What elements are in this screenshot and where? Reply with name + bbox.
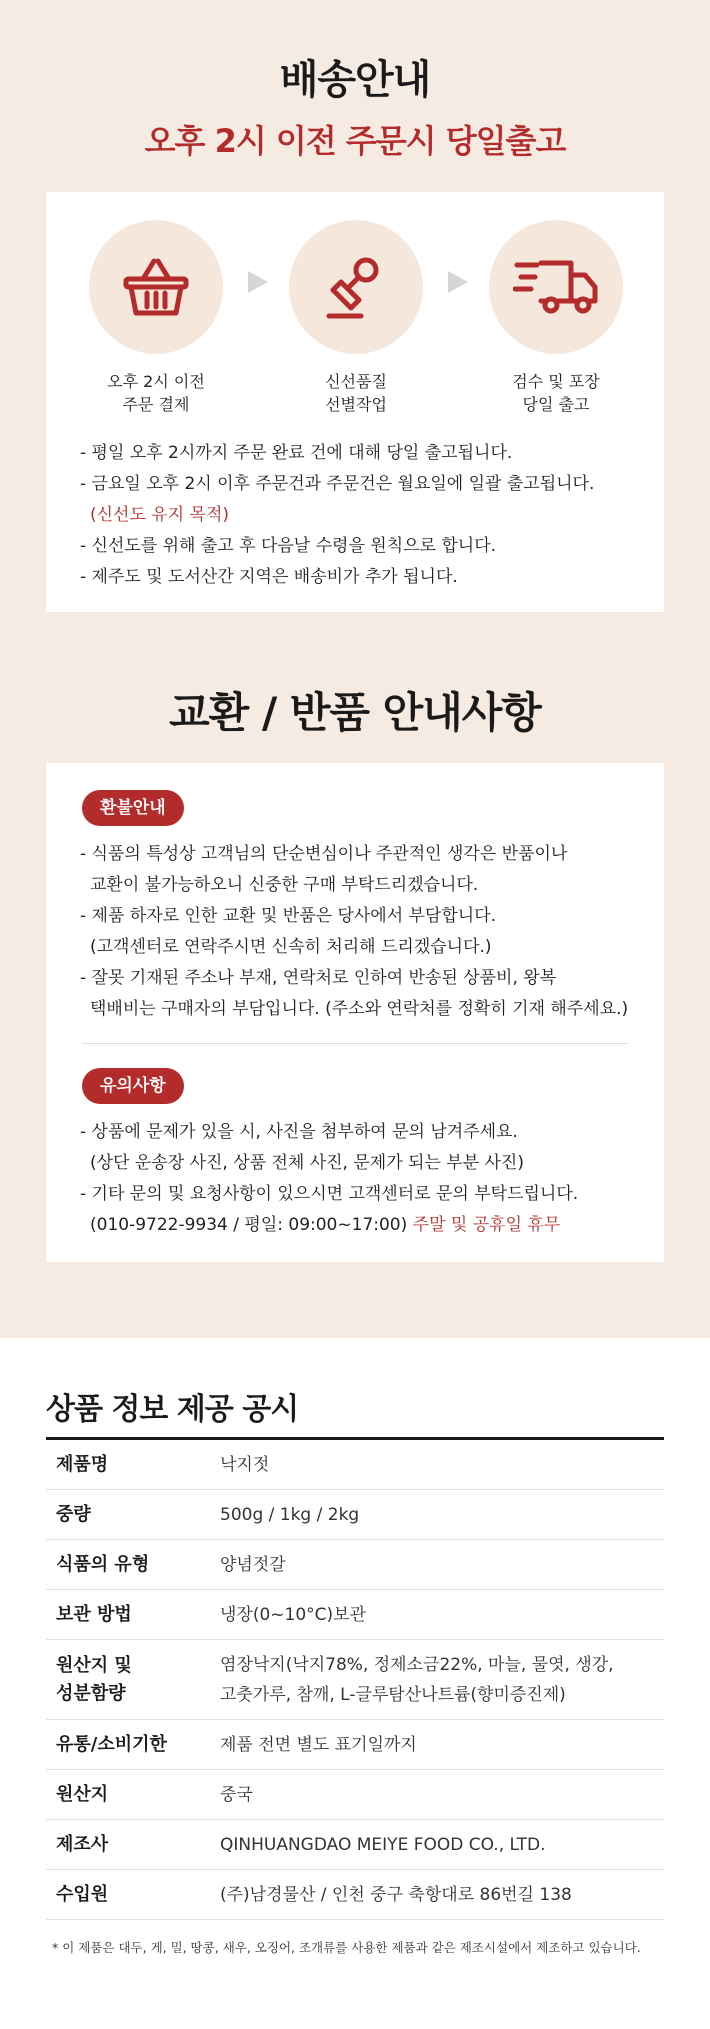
row-key: 유통/소비기한 — [56, 1733, 167, 1755]
table-row — [46, 1590, 664, 1640]
row-key: 보관 방법 — [56, 1603, 132, 1625]
row-key: 원산지 — [56, 1783, 109, 1805]
table-row — [46, 1640, 664, 1720]
row-key: 중량 — [56, 1503, 91, 1525]
table-row — [46, 1490, 664, 1540]
note-line-highlight: (신선도 유지 목적) — [90, 505, 230, 525]
table-row — [46, 1870, 664, 1920]
holiday-notice: 주말 및 공휴일 휴무 — [412, 1215, 561, 1235]
row-key: 원산지 및 성분함량 — [56, 1654, 132, 1704]
shipping-subtitle: 오후 2시 이전 주문시 당일출고 — [144, 122, 566, 160]
note-line: - 제주도 및 도서산간 지역은 배송비가 추가 됩니다. — [80, 567, 458, 587]
notice-text — [80, 1117, 650, 1241]
exchange-card — [46, 763, 664, 1262]
exchange-title: 교환 / 반품 안내사항 — [169, 688, 541, 737]
note-line: - 금요일 오후 2시 이후 주문건과 주문건은 월요일에 일괄 출고됩니다. — [80, 474, 595, 494]
step-payment — [86, 220, 226, 416]
note-line: - 평일 오후 2시까지 주문 완료 건에 대해 당일 출고됩니다. — [80, 443, 513, 463]
row-key: 수입원 — [56, 1883, 109, 1905]
refund-line: - 제품 하자로 인한 교환 및 반품은 당사에서 부담합니다. — [80, 906, 497, 926]
table-row — [46, 1440, 664, 1490]
refund-line: 택배비는 구매자의 부담입니다. (주소와 연락처를 정확히 기재 해주세요.) — [90, 999, 629, 1019]
row-value: QINHUANGDAO MEIYE FOOD CO., LTD. — [220, 1834, 546, 1855]
step-sorting — [286, 220, 426, 416]
notice-line: - 기타 문의 및 요청사항이 있으시면 고객센터로 문의 부탁드립니다. — [80, 1184, 579, 1204]
notice-line: - 상품에 문제가 있을 시, 사진을 첨부하여 문의 남겨주세요. — [80, 1122, 518, 1142]
allergen-footnote: * 이 제품은 대두, 게, 밀, 땅콩, 새우, 오징어, 조개류를 사용한 제품과 같은 제조시설에서 제조하고 있습니다. — [52, 1940, 641, 1955]
row-value: 제품 전면 별도 표기일까지 — [220, 1734, 417, 1755]
row-value: (주)남경물산 / 인천 중구 축항대로 86번길 138 — [220, 1884, 572, 1905]
contact-info: (010-9722-9934 / 평일: 09:00~17:00) — [90, 1215, 408, 1235]
shipping-card — [46, 192, 664, 612]
step-label: 검수 및 포장 당일 출고 — [512, 372, 600, 414]
refund-line: - 식품의 특성상 고객님의 단순변심이나 주관적인 생각은 반품이나 — [80, 844, 568, 864]
row-value: 낙지젓 — [220, 1454, 270, 1475]
note-line: - 신선도를 위해 출고 후 다음날 수령을 원칙으로 합니다. — [80, 536, 497, 556]
arrow-icon — [448, 271, 468, 293]
contact-line — [80, 1210, 650, 1241]
shopping-basket-icon — [121, 255, 191, 319]
row-value: 중국 — [220, 1784, 253, 1805]
notice-line: (상단 운송장 사진, 상품 전체 사진, 문제가 되는 부분 사진) — [90, 1153, 524, 1173]
notice-badge: 유의사항 — [82, 1068, 184, 1104]
row-key: 식품의 유형 — [56, 1553, 150, 1575]
product-info-table — [46, 1437, 664, 1920]
step-label: 신선품질 선별작업 — [325, 372, 387, 414]
step-delivery — [486, 220, 626, 416]
shipping-notes — [80, 438, 650, 593]
row-value: 염장낙지(낙지78%, 정제소금22%, 마늘, 물엿, 생강, 고춧가루, 참깨, L-글루탐산나트륨(향미증진제) — [220, 1654, 614, 1705]
divider — [82, 1043, 628, 1044]
refund-badge: 환불안내 — [82, 790, 184, 826]
arrow-icon — [248, 271, 268, 293]
table-row — [46, 1770, 664, 1820]
refund-text — [80, 839, 650, 1025]
row-value: 냉장(0~10°C)보관 — [220, 1604, 367, 1625]
refund-line: 교환이 불가능하오니 신중한 구매 부탁드리겠습니다. — [90, 875, 479, 895]
refund-line: (고객센터로 연락주시면 신속히 처리해 드리겠습니다.) — [90, 937, 492, 957]
table-row — [46, 1720, 664, 1770]
row-value: 양념젓갈 — [220, 1554, 286, 1575]
stamp-icon — [321, 252, 391, 322]
row-key: 제품명 — [56, 1453, 109, 1475]
table-row — [46, 1820, 664, 1870]
step-label: 오후 2시 이전 주문 결제 — [107, 372, 205, 414]
shipping-title: 배송안내 — [279, 57, 431, 103]
product-info-title: 상품 정보 제공 공시 — [46, 1392, 299, 1427]
refund-line: - 잘못 기재된 주소나 부재, 연락처로 인하여 반송된 상품비, 왕복 — [80, 968, 557, 988]
row-key: 제조사 — [56, 1833, 109, 1855]
delivery-truck-icon — [513, 257, 599, 317]
table-row — [46, 1540, 664, 1590]
row-value: 500g / 1kg / 2kg — [220, 1504, 360, 1525]
